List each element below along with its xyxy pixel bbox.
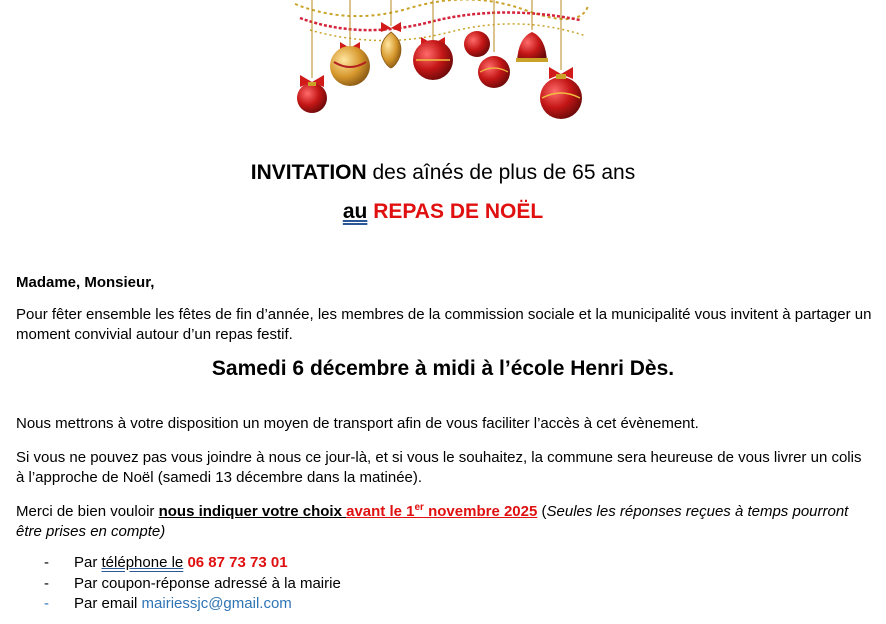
invitation-subtitle [0, 200, 886, 224]
list-bullet: - [44, 595, 49, 612]
invitation-title-rest: des aînés de plus de 65 ans [366, 161, 636, 184]
reply-note: Seules les réponses reçues à temps pourront être prises en compte) [16, 503, 849, 540]
transport-paragraph: Nous mettrons à votre disposition un moyen de transport afin de vous faciliter l’accès à cet évènement. [16, 415, 699, 432]
reply-deadline-end: novembre 2025 [423, 503, 538, 520]
subtitle-highlight: REPAS DE NOËL [373, 200, 544, 223]
reply-deadline [346, 503, 537, 520]
subtitle-prefix: au [342, 200, 368, 223]
contact-prefix: Par email [74, 595, 142, 612]
contact-prefix: Par [74, 554, 102, 571]
reply-bold: nous indiquer votre choix [158, 503, 347, 520]
reply-prefix: Merci de bien vouloir [16, 503, 159, 520]
red-ornament-ball [478, 56, 510, 88]
red-ornament-ball [297, 83, 327, 113]
list-bullet: - [44, 574, 49, 592]
contact-list [16, 553, 341, 615]
pinecone-ornament [381, 32, 401, 68]
contact-coupon [16, 574, 341, 595]
email-link[interactable]: mairiessjc@gmail.com [141, 595, 292, 612]
parcel-paragraph: Si vous ne pouvez pas vous joindre à nous ce jour-là, et si vous le souhaitez, la commune sera heureuse de vous livrer un colis à l’approche de Noël (samedi 13 décembre dans la matinée). [16, 449, 862, 486]
phone-label: téléphone le [101, 554, 184, 571]
phone-number[interactable]: 06 87 73 73 01 [187, 554, 288, 571]
invitation-title [0, 161, 886, 185]
event-date: Samedi 6 décembre à midi à l’école Henri Dès. [211, 357, 675, 380]
red-ornament-ball [464, 31, 490, 57]
salutation: Madame, Monsieur, [16, 274, 155, 291]
contact-phone [16, 553, 341, 574]
list-bullet: - [44, 554, 49, 571]
contact-coupon-text: Par coupon-réponse adressé à la mairie [74, 574, 341, 592]
reply-paragraph [16, 502, 872, 542]
red-ornament-ball [540, 77, 582, 119]
reply-note-open: ( [537, 503, 547, 520]
red-bell-ornament [517, 32, 547, 62]
invitation-title-bold: INVITATION [250, 161, 367, 184]
reply-deadline-start: avant le 1 [346, 503, 415, 520]
reply-deadline-sup: er [414, 502, 424, 513]
contact-email [16, 594, 341, 615]
christmas-ornaments-decoration [290, 0, 590, 122]
intro-paragraph: Pour fêter ensemble les fêtes de fin d’année, les membres de la commission sociale et la municipalité vous invitent à partager un moment convivial autour d’un repas festif. [16, 306, 872, 343]
